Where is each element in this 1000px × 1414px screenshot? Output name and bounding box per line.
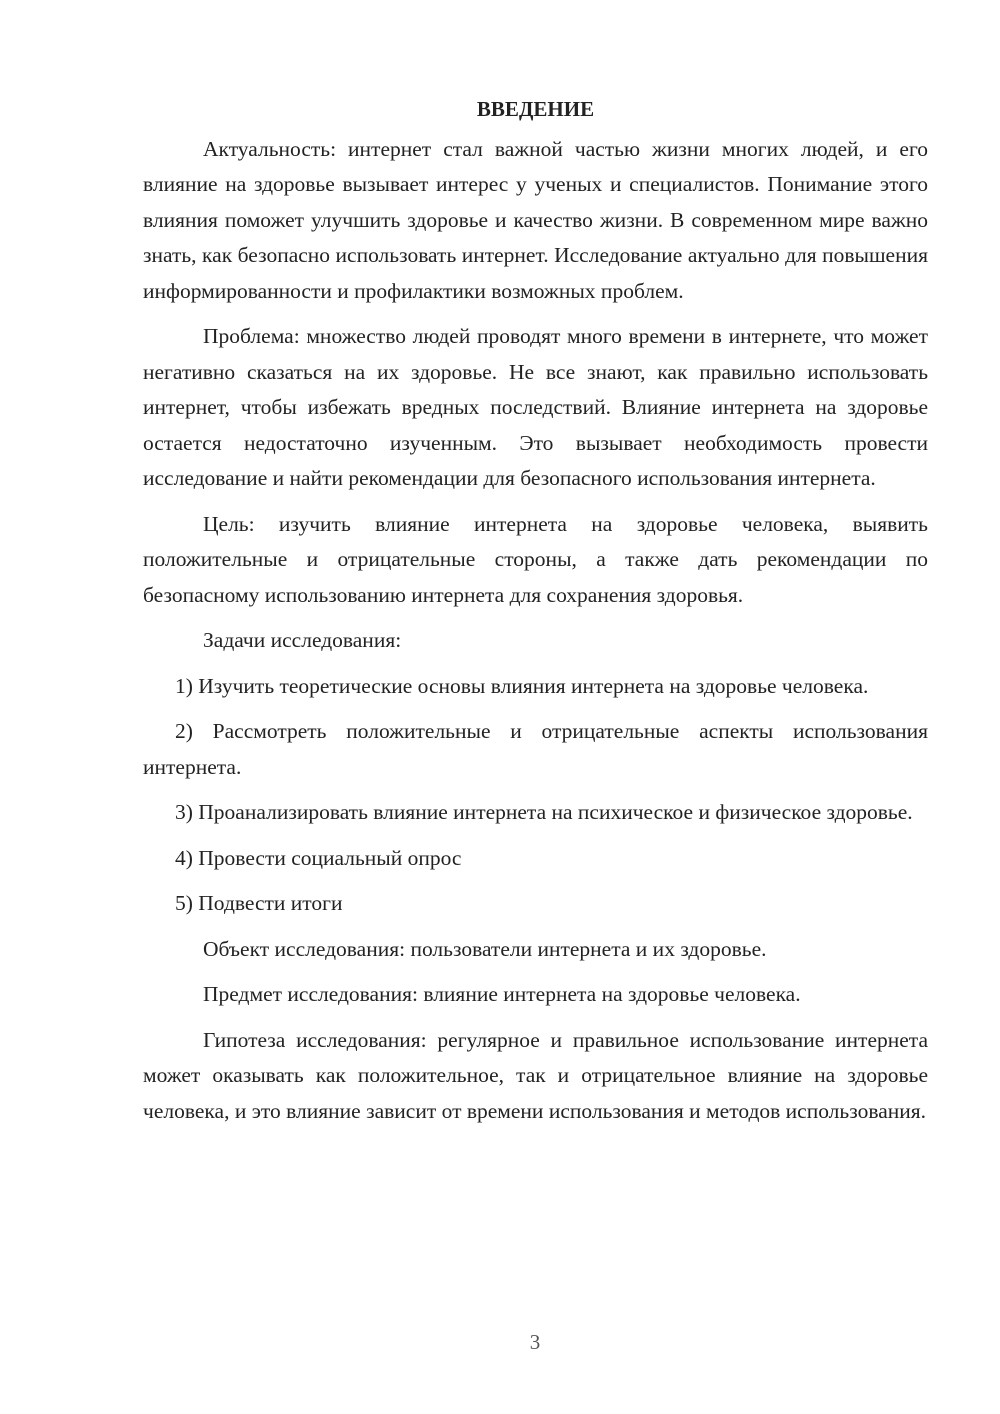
paragraph-problem: Проблема: множество людей проводят много времени в интернете, что может негативно сказаться на их здоровье. Не все знают, как правильно использовать интернет, чтобы избежать вредных последствий. Влияние интернета на здоровье остается недостаточно изученным. Это вызывает необходимость провести исследование и найти рекомендации для безопасного использования интернета. <box>143 324 928 490</box>
task-item-3: 3) Проанализировать влияние интернета на психическое и физическое здоровье. <box>175 800 913 824</box>
document-body <box>143 92 928 1129</box>
research-subject: Предмет исследования: влияние интернета на здоровье человека. <box>203 982 801 1006</box>
task-item-4: 4) Провести социальный опрос <box>175 845 462 870</box>
section-title: ВВЕДЕНИЕ <box>476 97 595 121</box>
research-hypothesis: Гипотеза исследования: регулярное и правильное использование интернета может оказывать как положительное, так и отрицательное влияние на здоровье человека, и это влияние зависит от времени использования и методов использования. <box>143 1027 928 1123</box>
task-item-2: 2) Рассмотреть положительные и отрицательные аспекты использования интернета. <box>143 719 928 779</box>
task-item-5: 5) Подвести итоги <box>175 891 343 915</box>
research-object: Объект исследования: пользователи интернета и их здоровье. <box>203 936 767 961</box>
tasks-heading: Задачи исследования: <box>203 628 402 652</box>
page-number: 3 <box>529 1330 541 1354</box>
paragraph-goal: Цель: изучить влияние интернета на здоровье человека, выявить положительные и отрицательные стороны, а также дать рекомендации по безопасному использованию интернета для сохранения здоровья. <box>143 511 928 607</box>
paragraph-relevance: Актуальность: интернет стал важной частью жизни многих людей, и его влияние на здоровье вызывает интерес у ученых и специалистов. Понимание этого влияния поможет улучшить здоровье и качество жизни. В современном мире важно знать, как безопасно использовать интернет. Исследование актуально для повышения информированности и профилактики возможных проблем. <box>143 136 928 303</box>
task-item-1: 1) Изучить теоретические основы влияния интернета на здоровье человека. <box>175 673 869 698</box>
